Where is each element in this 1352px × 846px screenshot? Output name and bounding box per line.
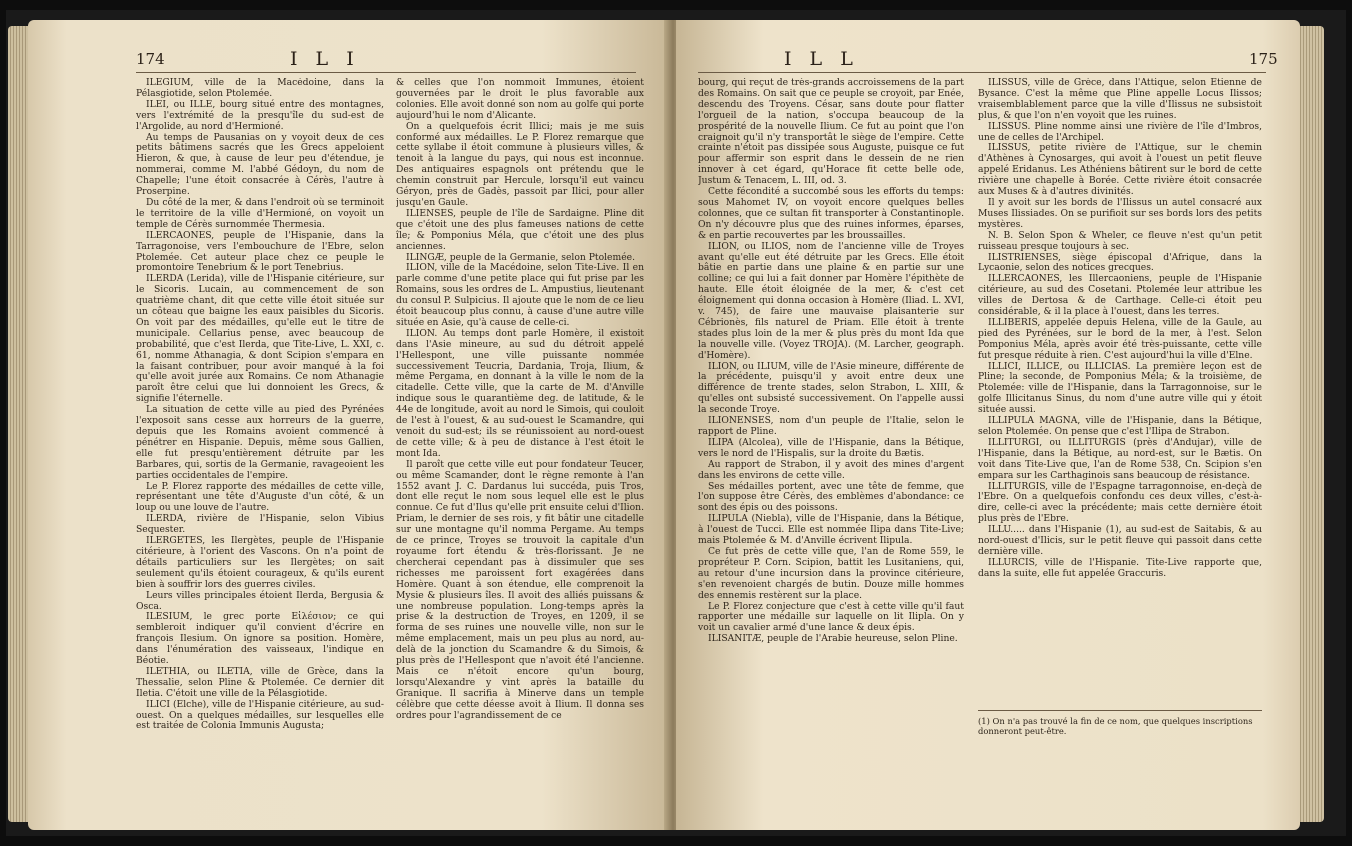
footnote-rule	[978, 710, 1262, 711]
entry-paragraph: Au temps de Pausanias on y voyoit deux de ces petits bâtimens sacrés que les Grecs appeloient Hieron, & que, à cause de leur peu d'étendue, je nommerai, comme M. l'abbé Gédoyn, du nom de Chapelle; l'une étoit consacrée à Cérès, l'autre à Proserpine.	[136, 131, 384, 198]
entry-paragraph: ILERDA, rivière de l'Hispanie, selon Vibius Sequester.	[136, 513, 384, 536]
header-rule	[136, 72, 636, 73]
entry-paragraph: ILICI (Elche), ville de l'Hispanie citérieure, au sud-ouest. On a quelques médailles, sur lesquelles elle est traitée de Colonia Immunis Augusta;	[136, 698, 384, 732]
entry-paragraph: ILION, ou ILIUM, ville de l'Asie mineure, différente de la précédente, puisqu'il y avoit entre deux une différence de trente stades, selon Strabon, L. XIII, & qu'elles ont subsisté successivement. On l'appelle aussi la seconde Troye.	[698, 360, 964, 416]
left-page	[28, 20, 670, 830]
entry-paragraph: Le P. Florez conjecture que c'est à cette ville qu'il faut rapporter une médaille sur laquelle on lit Ilipla. On y voit un cavalier armé d'une lance & deux épis.	[698, 600, 964, 634]
entry-paragraph: ILLICI, ILLICE, ou ILLICIAS. La première leçon est de Pline; la seconde, de Pomponius Méla; & la troisième, de Ptolemée: ville de l'Hispanie, dans la Tarragonnoise, sur le golfe Illicitanus Sinus, du nom d'une autre ville qui y étoit située aussi.	[978, 360, 1262, 416]
entry-paragraph: ILION. Au temps dont parle Homère, il existoit dans l'Asie mineure, au sud du détroit appelé l'Hellespont, une ville puissante nommée successivement Teucria, Dardania, Troja, Ilium, & même Pergama, en donnant à la ville le nom de la citadelle. Cette ville, que la carte de M. d'Anville indique sous le quarantième deg. de latitude, & le 44e de longitude, avoit au nord le Simois, qui couloit de l'est à l'ouest, & au sud-ouest le Scamandre, qui venoit du sud-est; ils se réunissoient au nord-ouest de cette ville; & à peu de distance à l'est étoit le mont Ida.	[396, 327, 644, 459]
running-head: I L L	[784, 48, 859, 70]
entry-paragraph: On a quelquefois écrit Illici; mais je me suis conformé aux médailles. Le P. Florez remarque que cette syllabe il étoit commune à plusieurs villes, & tenoit à la langue du pays, qui nous est inconnue. Des antiquaires espagnols ont prétendu que le chemin construit par Hercule, lorsqu'il eut vaincu Géryon, près de Gadès, passoit par Ilici, pour aller jusqu'en Gaule.	[396, 120, 644, 208]
text-column-1	[698, 78, 964, 806]
entry-paragraph: ILLU..... dans l'Hispanie (1), au sud-est de Saitabis, & au nord-ouest d'Ilicis, sur le petit fleuve qui passoit dans cette dernière ville.	[978, 524, 1262, 557]
page-number: 175	[1249, 50, 1278, 68]
entry-paragraph: Au rapport de Strabon, il y avoit des mines d'argent dans les environs de cette ville.	[698, 458, 964, 481]
entry-paragraph: Du côté de la mer, & dans l'endroit où se terminoit le territoire de la ville d'Hermioné, on voyoit un temple de Cérès surnommée Thermesia.	[136, 196, 384, 230]
entry-paragraph: ILLIBERIS, appelée depuis Helena, ville de la Gaule, au pied des Pyrénées, sur le bord de la mer, à l'est. Selon Pomponius Méla, après avoir été très-puissante, cette ville fut presque réduite à rien. C'est aujourd'hui la ville d'Elne.	[978, 316, 1262, 361]
page-number: 174	[136, 50, 165, 68]
entry-paragraph: bourg, qui reçut de très-grands accroissemens de la part des Romains. On sait que ce peuple se croyoit, par Enée, descendu des Troyens. César, sans doute pour flatter l'orgueil de la nation, s'occupa beaucoup de la prospérité de la nouvelle Ilium. Ce fut au point que l'on craignoit qu'il n'y transportât le siège de l'empire. Cette crainte n'étoit pas dissipée sous Auguste, puisque ce fut pour affermir son esprit dans le dessein de ne rien innover à cet égard, qu'Horace fit cette belle ode, Justum & Tenacem, L. III, od. 3.	[698, 78, 964, 187]
text-column-1	[136, 78, 384, 806]
entry-paragraph: ILIPULA (Niebla), ville de l'Hispanie, dans la Bétique, à l'ouest de Tucci. Elle est nommée Ilipa dans Tite-Live; mais Ptolemée & M. d'Anville écrivent Ilipula.	[698, 513, 964, 547]
running-head: I L I	[290, 48, 360, 70]
entry-paragraph: Cette fécondité a succombé sous les efforts du temps: sous Mahomet IV, on voyoit encore quelques belles colonnes, que ce sultan fit transporter à Constantinople. On n'y découvre plus que des ruines informes, éparses, & en partie recouvertes par les broussailles.	[698, 186, 964, 241]
entry-paragraph: ILISANITÆ, peuple de l'Arabie heureuse, selon Pline.	[708, 633, 958, 645]
header-rule	[698, 72, 1266, 73]
entry-paragraph: Ce fut près de cette ville que, l'an de Rome 559, le propréteur P. Corn. Scipion, battit les Lusitaniens, qui, au retour d'une incursion dans la province citérieure, s'en revenoient chargés de butin. Douze mille hommes des ennemis restèrent sur la place.	[698, 545, 964, 601]
entry-paragraph: ILINGÆ, peuple de la Germanie, selon Ptolemée.	[406, 251, 636, 263]
footnote: (1) On n'a pas trouvé la fin de ce nom, que quelques inscriptions donneront peut-être.	[978, 716, 1253, 736]
entry-paragraph: ILLITURGIS, ville de l'Espagne tarragonnoise, en-deçà de l'Ebre. On a quelquefois confondu ces deux villes, c'est-à-dire, celle-ci avec la précédente; mais cette dernière étoit plus près de l'Ebre.	[978, 480, 1262, 525]
right-page-edges	[1298, 26, 1324, 822]
entry-paragraph: La situation de cette ville au pied des Pyrénées l'exposoit sans cesse aux horreurs de la guerre, depuis que les Romains avoient commencé à pénétrer en Hispanie. Depuis, même sous Gallien, elle fut presqu'entièrement détruite par les Barbares, qui, sortis de la Germanie, ravageoient les parties occidentales de l'empire.	[136, 404, 384, 481]
entry-paragraph: Leurs villes principales étoient Ilerda, Bergusia & Osca.	[136, 589, 384, 612]
entry-paragraph: ILERCAONES, peuple de l'Hispanie, dans la Tarragonoise, vers l'embouchure de l'Ebre, selon Ptolemée. Cet auteur place chez ce peuple le promontoire Tenebrium & le port Tenebrius.	[136, 229, 384, 274]
entry-paragraph: N. B. Selon Spon & Wheler, ce fleuve n'est qu'un petit ruisseau presque toujours à sec.	[978, 229, 1262, 252]
entry-paragraph: Il y avoit sur les bords de l'Ilissus un autel consacré aux Muses Ilissiades. On se purifioit sur ses bords lors des petits mystères.	[978, 196, 1262, 230]
right-page	[676, 20, 1300, 830]
entry-paragraph: ILLITURGI, ou ILLITURGIS (près d'Andujar), ville de l'Hispanie, dans la Bétique, au nord-est, sur le Bætis. On voit dans Tite-Live que, l'an de Rome 538, Cn. Scipion s'en empara sur les Carthaginois sans beaucoup de résistance.	[978, 436, 1262, 481]
entry-paragraph: ILIONENSES, nom d'un peuple de l'Italie, selon le rapport de Pline.	[698, 415, 964, 437]
entry-paragraph: ILEI, ou ILLE, bourg situé entre des montagnes, vers l'extrémité de la presqu'île du sud-est de l'Argolide, au nord d'Hermioné.	[136, 98, 384, 132]
entry-paragraph: ILISSUS, petite rivière de l'Attique, sur le chemin d'Athènes à Cynosarges, qui avoit à l'ouest un petit fleuve appelé Eridanus. Les Athéniens bâtirent sur le bord de cette rivière une chapelle à Borée. Cette rivière étoit consacrée aux Muses & à d'autres divinités.	[978, 142, 1262, 198]
entry-paragraph: Le P. Florez rapporte des médailles de cette ville, représentant une tête d'Auguste d'un côté, & un loup ou une louve de l'autre.	[136, 480, 384, 514]
entry-paragraph: & celles que l'on nommoit Immunes, étoient gouvernées par le droit le plus favorable aux colonies. Elle avoit donné son nom au golfe qui porte aujourd'hui le nom d'Alicante.	[396, 78, 644, 121]
entry-paragraph: ILION, ou ILIOS, nom de l'ancienne ville de Troyes avant qu'elle eut été détruite par les Grecs. Elle étoit bâtie en partie dans une plaine & en partie sur une colline; ce qui lui a fait donner par Homère l'épithète de haute. Elle étoit éloignée de la mer, & c'est cet éloignement qui donna occasion à Homère (Iliad. L. XVI, v. 745), de faire une mauvaise plaisanterie sur Cébrionès, fils naturel de Priam. Elle étoit à trente stades plus loin de la mer & plus près du mont Ida que la nouvelle ville. (Voyez TROJA). (M. Larcher, geograph. d'Homère).	[698, 240, 964, 361]
entry-paragraph: ILIENSES, peuple de l'île de Sardaigne. Pline dit que c'étoit une des plus fameuses nations de cette île; & Pomponius Méla, que c'étoit une des plus anciennes.	[396, 207, 644, 252]
entry-paragraph: ILESIUM, le grec porte Εἰλέσιον; ce qui sembleroit indiquer qu'il convient d'écrire en françois Ilesium. On ignore sa position. Homère, dans l'énumération des vaisseaux, l'indique en Béotie.	[136, 611, 384, 667]
entry-paragraph: ILLURCIS, ville de l'Hispanie. Tite-Live rapporte que, dans la suite, elle fut appelée Graccuris.	[978, 556, 1262, 579]
entry-paragraph: ILETHIA, ou ILETIA, ville de Grèce, dans la Thessalie, selon Pline & Ptolemée. Ce dernier dit Iletia. C'étoit une ville de la Pélasgiotide.	[136, 665, 384, 699]
left-page-edges	[8, 26, 30, 822]
entry-paragraph: Il paroît que cette ville eut pour fondateur Teucer, ou même Scamander, dont le règne remonte à l'an 1552 avant J. C. Dardanus lui succéda, puis Tros, dont elle reçut le nom sous lequel elle est le plus connue. Ce fut d'Ilus qu'elle prit ensuite celui d'Ilion. Priam, le dernier de ses rois, y fit bâtir une citadelle sur une montagne qu'il nomma Pergame. Au temps de ce prince, Troyes se trouvoit la capitale d'un royaume fort étendu & très-florissant. Je ne chercherai cependant pas à dissimuler que ses richesses me paroissent fort exagérées dans Homère. Quant à son étendue, elle comprenoit la Mysie & plusieurs îles. Il avoit des alliés puissans & une nombreuse population. Long-temps après la prise & la destruction de Troyes, en 1209, il se forma de ses ruines une nouvelle ville, non sur le même emplacement, mais un peu plus au nord, au-delà de la jonction du Scamandre & du Simois, & plus près de l'Hellespont que n'avoit été l'ancienne. Mais ce n'étoit encore qu'un bourg, lorsqu'Alexandre y vint après la bataille du Granique. Il sacrifia à Minerve dans un temple célèbre que cette déesse avoit à Ilium. Il donna ses ordres pour l'agrandissement de ce	[396, 458, 644, 721]
entry-paragraph: ILEGIUM, ville de la Macédoine, dans la Pélasgiotide, selon Ptolemée.	[136, 78, 384, 99]
text-column-2	[396, 78, 644, 806]
entry-paragraph: Ses médailles portent, avec une tête de femme, que l'on suppose être Cérès, des emblèmes d'abondance: ce sont des épis ou des poissons.	[698, 480, 964, 514]
entry-paragraph: ILERGETES, les Ilergètes, peuple de l'Hispanie citérieure, à l'orient des Vascons. On n'a point de détails particuliers sur les Ilergètes; on sait seulement qu'ils étoient courageux, & qu'ils eurent bien à souffrir lors des guerres civiles.	[136, 535, 384, 590]
entry-paragraph: ILISSUS, ville de Grèce, dans l'Attique, selon Etienne de Bysance. C'est la même que Pline appelle Locus Ilissos; vraisemblablement parce que la ville d'Ilissus ne subsistoit plus, & que l'on n'en voyoit que les ruines.	[978, 78, 1262, 121]
text-column-2	[978, 78, 1262, 700]
entry-paragraph: ILLERCAONES, les Illercaoniens, peuple de l'Hispanie citérieure, au sud des Cosetani. Ptolemée leur attribue les villes de Dertosa & de Carthage. Celle-ci étoit peu considérable, & il la place à l'ouest, dans les terres.	[978, 273, 1262, 318]
entry-paragraph: ILION, ville de la Macédoine, selon Tite-Live. Il en parle comme d'une petite place qui fut prise par les Romains, sous les ordres de L. Ampustius, lieutenant du consul P. Sulpicius. Il ajoute que le nom de ce lieu étoit beaucoup plus connu, à cause d'une autre ville située en Asie, qu'à cause de celle-ci.	[396, 262, 644, 328]
entry-paragraph: ILISTRIENSES, siège épiscopal d'Afrique, dans la Lycaonie, selon des notices grecques.	[978, 251, 1262, 274]
entry-paragraph: ILISSUS. Pline nomme ainsi une rivière de l'île d'Imbros, une de celles de l'Archipel.	[978, 120, 1262, 143]
entry-paragraph: ILERDA (Lerida), ville de l'Hispanie citérieure, sur le Sicoris. Lucain, au commencement de son quatrième chant, dit que cette ville étoit située sur un côteau que baigne les eaux paisibles du Sicoris. On voit par des médailles, qu'elle eut le titre de municipale. Cellarius pense, avec beaucoup de probabilité, que c'est Ilerda, que Tite-Live, L. XXI, c. 61, nomme Athanagia, & dont Scipion s'empara en la faisant contribuer, pour avoir manqué à la foi qu'elle avoit jurée aux Romains. Ce nom Athanagie paroît être celui que lui donnoient les Grecs, & signifie l'éternelle.	[136, 273, 384, 405]
entry-paragraph: ILLIPULA MAGNA, ville de l'Hispanie, dans la Bétique, selon Ptolemée. On pense que c'est l'Ilipa de Strabon.	[978, 415, 1262, 437]
entry-paragraph: ILIPA (Alcolea), ville de l'Hispanie, dans la Bétique, vers le nord de l'Hispalis, sur la droite du Bætis.	[698, 436, 964, 459]
